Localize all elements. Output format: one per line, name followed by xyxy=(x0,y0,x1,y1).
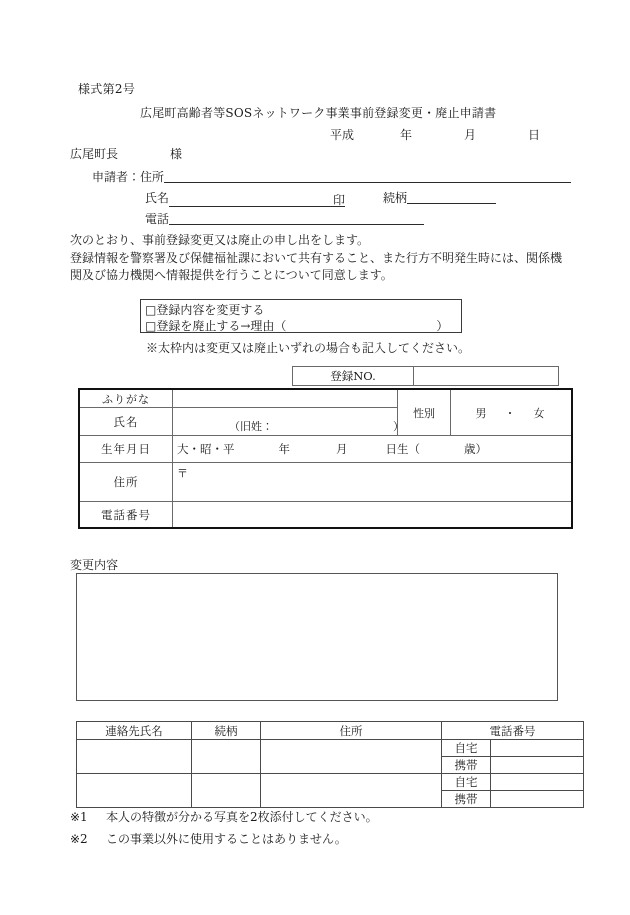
name-value[interactable] xyxy=(173,408,404,436)
applicant-relation-field[interactable] xyxy=(407,189,496,204)
applicant-name-field[interactable] xyxy=(169,191,345,207)
applicant-prefix-label: 申請者： xyxy=(92,170,141,184)
thick-border-note: ※太枠内は変更又は廃止いずれの場合も記入してください。 xyxy=(146,341,471,355)
contact-header-phone: 電話番号 xyxy=(442,722,584,740)
addressee-honorific: 様 xyxy=(170,147,183,161)
footnote-2 xyxy=(70,828,378,850)
contact-phone-home-value[interactable] xyxy=(491,774,584,791)
contact-table-header-row xyxy=(77,722,584,740)
address-label: 住所 xyxy=(79,463,173,502)
table-row xyxy=(293,367,559,386)
applicant-address-row xyxy=(92,168,571,189)
dob-label: 生年月日 xyxy=(79,436,173,463)
table-row xyxy=(77,740,584,757)
footnotes xyxy=(70,806,378,850)
form-number: 様式第2号 xyxy=(78,82,136,96)
dob-value[interactable] xyxy=(173,436,573,463)
applicant-name-label: 氏名 xyxy=(145,191,170,205)
seal-label: 印 xyxy=(333,193,346,207)
contact-phone-type-mobile: 携帯 xyxy=(442,757,491,774)
year-unit-label: 年 xyxy=(400,128,413,142)
body-line-1: 次のとおり、事前登録変更又は廃止の申し出をします。 xyxy=(70,233,370,247)
table-row-dob xyxy=(79,436,572,463)
body-text xyxy=(70,232,570,285)
contact-table xyxy=(76,721,584,808)
contact-phone-type-home: 自宅 xyxy=(442,774,491,791)
former-name-label: （旧姓： xyxy=(229,420,273,433)
name-label: 氏名 xyxy=(79,408,173,436)
footnote-1-mark: ※1 xyxy=(70,810,88,824)
reg-no-value[interactable] xyxy=(414,367,559,386)
address-value[interactable] xyxy=(173,463,573,502)
applicant-phone-row xyxy=(92,210,571,231)
former-name-close: ） xyxy=(393,420,404,433)
contact-header-relation: 続柄 xyxy=(192,722,261,740)
dob-age-unit: 歳） xyxy=(464,442,487,456)
registrant-info-table xyxy=(78,388,573,529)
contact-header-address: 住所 xyxy=(261,722,442,740)
applicant-phone-field[interactable] xyxy=(169,210,424,225)
dob-month-unit: 月 xyxy=(336,442,348,456)
postal-mark-icon: 〒 xyxy=(177,467,188,480)
contact-phone-mobile-value[interactable] xyxy=(491,757,584,774)
reg-no-label: 登録NO. xyxy=(293,367,414,386)
body-line-2: 登録情報を警察署及び保健福祉課において共有すること、また行方不明発生時には、関係機関及び協力機関へ情報提供を行うことについて同意します。 xyxy=(70,250,563,282)
applicant-address-label: 住所 xyxy=(140,170,165,184)
contact-phone-home-value[interactable] xyxy=(491,740,584,757)
table-row-furigana xyxy=(79,389,572,408)
applicant-address-field[interactable] xyxy=(164,168,571,183)
change-content-label: 変更内容 xyxy=(70,558,119,572)
dob-day-unit: 日生（ xyxy=(385,442,420,456)
document-title: 広尾町高齢者等SOSネットワーク事業事前登録変更・廃止申請書 xyxy=(140,106,497,120)
contact-phone-type-home: 自宅 xyxy=(442,740,491,757)
footnote-2-mark: ※2 xyxy=(70,832,88,846)
phone-label: 電話番号 xyxy=(79,502,173,529)
table-row-phone xyxy=(79,502,572,529)
footnote-1 xyxy=(70,806,378,828)
addressee-line xyxy=(70,145,182,162)
contact-phone-type-mobile: 携帯 xyxy=(442,791,491,808)
contact-name-value[interactable] xyxy=(77,740,192,774)
sex-options[interactable] xyxy=(451,389,573,436)
phone-value[interactable] xyxy=(173,502,573,529)
contact-header-name: 連絡先氏名 xyxy=(77,722,192,740)
sex-label: 性別 xyxy=(398,389,451,436)
era-label: 平成 xyxy=(330,128,355,142)
table-row-address xyxy=(79,463,572,502)
dob-year-unit: 年 xyxy=(278,442,290,456)
registration-number-table xyxy=(292,366,559,386)
contact-relation-value[interactable] xyxy=(192,774,261,808)
checkbox-option-abolish[interactable] xyxy=(145,318,461,334)
application-type-box xyxy=(140,299,462,333)
furigana-value[interactable] xyxy=(173,389,398,408)
day-unit-label: 日 xyxy=(528,128,541,142)
footnote-1-text: 本人の特徴が分かる写真を2枚添付してください。 xyxy=(106,810,378,824)
checkbox-option-change[interactable]: □登録内容を変更する xyxy=(145,303,265,317)
sex-male-option[interactable]: 男 xyxy=(475,406,489,420)
contact-phone-mobile-value[interactable] xyxy=(491,791,584,808)
checkbox-abolish-close: ） xyxy=(436,319,449,333)
contact-address-value[interactable] xyxy=(261,740,442,774)
table-row xyxy=(77,774,584,791)
footnote-2-text: この事業以外に使用することはありません。 xyxy=(106,832,347,846)
contact-address-value[interactable] xyxy=(261,774,442,808)
month-unit-label: 月 xyxy=(464,128,477,142)
contact-name-value[interactable] xyxy=(77,774,192,808)
applicant-block xyxy=(92,168,571,231)
applicant-relation-label: 続柄 xyxy=(383,191,408,205)
dob-era-options[interactable]: 大・昭・平 xyxy=(177,442,235,456)
former-name-field[interactable] xyxy=(229,418,404,434)
contact-relation-value[interactable] xyxy=(192,740,261,774)
addressee-name: 広尾町長 xyxy=(70,147,119,161)
checkbox-abolish-label: □登録を廃止する→理由（ xyxy=(145,319,287,333)
date-line xyxy=(330,126,540,143)
applicant-name-row xyxy=(92,189,571,210)
furigana-label: ふりがな xyxy=(79,389,173,408)
sex-female-option[interactable]: 女 xyxy=(533,406,547,420)
sex-separator: ・ xyxy=(504,406,518,420)
applicant-phone-label: 電話 xyxy=(145,212,170,226)
change-content-box[interactable] xyxy=(76,573,558,701)
